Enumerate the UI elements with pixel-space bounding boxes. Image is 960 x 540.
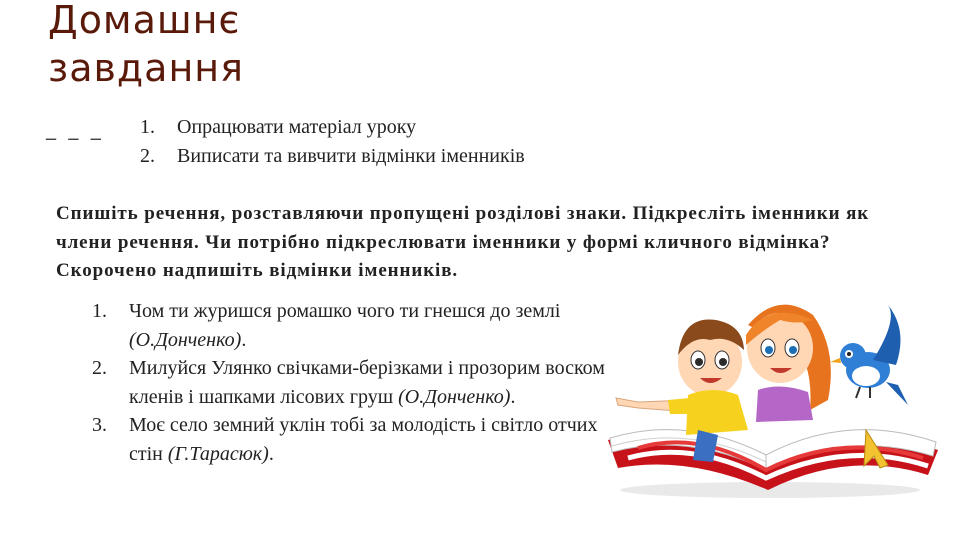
item-number: 3. [92,414,107,436]
sentence-text: Чом ти журишся ромашко чого ти гнешся до землі [129,300,561,322]
author-citation: (О.Донченко) [129,328,242,351]
sentence-end: . [268,442,274,465]
author-citation: (Г.Тарасюк) [167,442,269,465]
title-line-2: завдання [48,46,244,90]
exercise-instruction: Спишіть речення, розставляючи пропущені розділові знаки. Підкресліть іменники як члени речення. Чи потрібно підкреслювати іменники у формі кличного відмінка? Скорочено надпишіть відмінки іменників. [56,203,870,281]
item-text: Виписати та вивчити відмінки іменників [177,145,525,167]
list-item [92,411,612,468]
sentence-end: . [510,385,516,408]
item-text: Опрацювати матеріал уроку [177,116,417,138]
decorative-dashes: _ _ _ [46,116,104,140]
item-number: 2. [140,145,155,167]
list-item [140,113,525,142]
author-citation: (О.Донченко) [398,385,511,408]
list-item [140,142,525,171]
item-number: 1. [92,300,107,322]
children-reading-book-with-bird-icon [598,290,943,510]
item-number: 2. [92,357,107,379]
sentence-text: Милуйся Улянко свічками-берізками і прозорим воском кленів і шапками лісових груш [129,357,605,408]
sentence-list [92,297,612,468]
title-line-1: Домашнє [48,0,241,42]
item-number: 1. [140,116,155,138]
list-item [92,297,612,354]
sentence-text: Моє село земний уклін тобі за молодість і світло отчих стін [129,414,598,465]
homework-task-list [140,113,525,171]
sentence-end: . [241,328,247,351]
page-title [48,0,244,92]
list-item [92,354,612,411]
